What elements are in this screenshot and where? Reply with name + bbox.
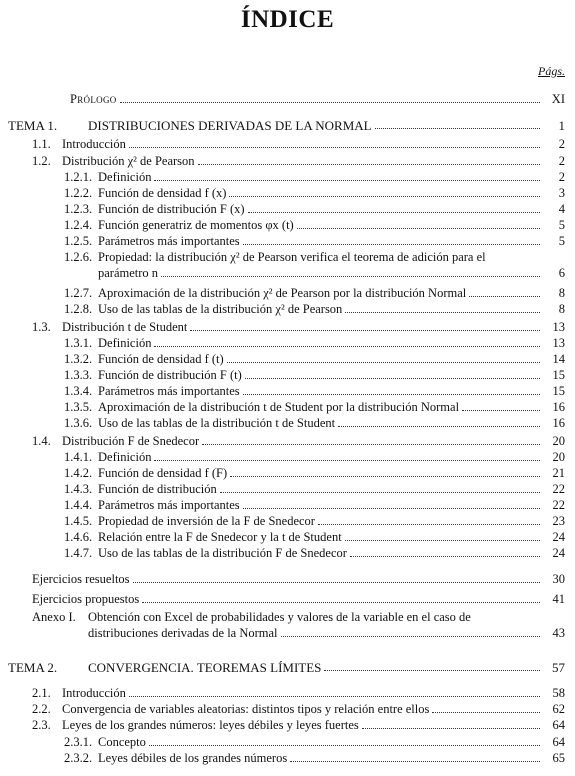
toc-entry-page: 64 bbox=[552, 718, 565, 732]
toc-entry[interactable] bbox=[64, 186, 565, 201]
toc-entry[interactable] bbox=[32, 718, 565, 733]
dot-leader bbox=[318, 524, 540, 525]
toc-entry-number: TEMA 1. bbox=[8, 118, 58, 133]
toc-entry-title: distribuciones derivadas de la Normal bbox=[88, 626, 278, 640]
toc-entry-title: Función de densidad f (x) bbox=[98, 186, 227, 200]
toc-entry-page: 57 bbox=[552, 660, 565, 675]
toc-entry-page: 65 bbox=[552, 751, 565, 765]
dot-leader bbox=[129, 147, 540, 148]
dot-leader bbox=[290, 761, 540, 762]
toc-entry-title: Distribución χ² de Pearson bbox=[62, 154, 195, 168]
toc-entry[interactable] bbox=[64, 416, 565, 431]
toc-entry[interactable] bbox=[64, 170, 565, 185]
toc-entry[interactable] bbox=[32, 702, 565, 717]
dot-leader bbox=[190, 330, 540, 331]
dot-leader bbox=[338, 426, 540, 427]
toc-entry-page: 62 bbox=[552, 702, 565, 716]
toc-entry-page: 22 bbox=[552, 498, 565, 512]
toc-entry-number: 1.2.3. bbox=[64, 202, 93, 216]
toc-entry-page: 58 bbox=[552, 686, 565, 700]
dot-leader bbox=[432, 712, 540, 713]
toc-entry-title: Aproximación de la distribución χ² de Pearson por la distribución Normal bbox=[98, 286, 467, 300]
toc-entry[interactable] bbox=[64, 286, 565, 301]
toc-entry-page: 43 bbox=[552, 626, 565, 640]
dot-leader bbox=[243, 244, 540, 245]
toc-entry-page: 20 bbox=[552, 434, 565, 448]
dot-leader bbox=[345, 312, 540, 313]
toc-entry[interactable] bbox=[64, 450, 565, 465]
toc-entry-page: 22 bbox=[552, 482, 565, 496]
toc-entry-number: TEMA 2. bbox=[8, 660, 58, 675]
dot-leader bbox=[243, 394, 540, 395]
toc-entry[interactable] bbox=[64, 514, 565, 529]
toc-entry[interactable] bbox=[32, 154, 565, 169]
toc-entry-page: 1 bbox=[558, 118, 565, 133]
toc-entry-number: 1.2. bbox=[32, 154, 51, 168]
dot-leader bbox=[324, 670, 540, 671]
toc-entry-number: 1.2.6. bbox=[64, 250, 93, 264]
toc-entry-title: Parámetros más importantes bbox=[98, 498, 240, 512]
toc-entry[interactable] bbox=[64, 336, 565, 351]
toc-entry-page: 15 bbox=[552, 368, 565, 382]
toc-entry-number: 1.4.5. bbox=[64, 514, 93, 528]
toc-entry[interactable] bbox=[32, 686, 565, 701]
dot-leader bbox=[362, 728, 540, 729]
toc-entry-number: 2.3. bbox=[32, 718, 51, 732]
dot-leader bbox=[375, 128, 540, 129]
toc-entry-number: 1.2.7. bbox=[64, 286, 93, 300]
toc-entry[interactable] bbox=[32, 610, 565, 625]
toc-entry-page: 8 bbox=[558, 286, 565, 300]
dot-leader bbox=[248, 212, 540, 213]
dot-leader bbox=[220, 492, 540, 493]
dot-leader bbox=[469, 296, 540, 297]
toc-entry[interactable] bbox=[64, 400, 565, 415]
toc-entry-number: 2.3.1. bbox=[64, 735, 93, 749]
toc-entry-page: 2 bbox=[558, 137, 565, 151]
toc-entry[interactable] bbox=[64, 218, 565, 233]
toc-entry-page: 8 bbox=[558, 302, 565, 316]
toc-entry-number: 1.2.2. bbox=[64, 186, 93, 200]
toc-entry[interactable] bbox=[64, 384, 565, 399]
toc-entry[interactable] bbox=[32, 592, 565, 607]
toc-entry-page: 23 bbox=[552, 514, 565, 528]
toc-entry-title: Distribución F de Snedecor bbox=[62, 434, 200, 448]
toc-entry[interactable] bbox=[64, 352, 565, 367]
toc-entry-title: Parámetros más importantes bbox=[98, 234, 240, 248]
toc-entry-title: Definición bbox=[98, 170, 152, 184]
toc-entry-title: Uso de las tablas de la distribución t de Student bbox=[98, 416, 336, 430]
toc-entry-page: 14 bbox=[552, 352, 565, 366]
toc-entry[interactable] bbox=[88, 626, 565, 641]
dot-leader bbox=[198, 164, 540, 165]
dot-leader bbox=[142, 602, 540, 603]
toc-entry[interactable] bbox=[64, 234, 565, 249]
toc-entry-title: Función de distribución F (t) bbox=[98, 368, 242, 382]
dot-leader bbox=[230, 476, 540, 477]
toc-entry[interactable] bbox=[32, 572, 565, 587]
toc-entry-title: Ejercicios resueltos bbox=[32, 572, 130, 586]
toc-entry-title: Distribución t de Student bbox=[62, 320, 188, 334]
toc-entry-title: Función generatriz de momentos φx (t) bbox=[98, 218, 294, 232]
dot-leader bbox=[297, 228, 540, 229]
dot-leader bbox=[243, 508, 540, 509]
toc-entry-page: 16 bbox=[552, 416, 565, 430]
toc-entry[interactable] bbox=[64, 546, 565, 561]
toc-entry-title: Función de distribución bbox=[98, 482, 217, 496]
toc-entry[interactable] bbox=[98, 266, 565, 281]
toc-entry[interactable] bbox=[70, 92, 565, 107]
pages-column-header: Págs. bbox=[538, 64, 565, 78]
toc-entry-title: Ejercicios propuestos bbox=[32, 592, 140, 606]
dot-leader bbox=[154, 180, 540, 181]
toc-entry[interactable] bbox=[64, 302, 565, 317]
dot-leader bbox=[227, 362, 540, 363]
dot-leader bbox=[229, 196, 540, 197]
dot-leader bbox=[154, 346, 540, 347]
toc-entry[interactable] bbox=[8, 118, 565, 133]
toc-entry-number: 1.4.1. bbox=[64, 450, 93, 464]
toc-entry-title: Función de distribución F (x) bbox=[98, 202, 245, 216]
toc-entry-number: 1.3.5. bbox=[64, 400, 93, 414]
toc-entry-page: 41 bbox=[552, 592, 565, 606]
toc-entry-page: 13 bbox=[552, 320, 565, 334]
toc-entry-page: 3 bbox=[558, 186, 565, 200]
toc-entry-title: Prólogo bbox=[70, 92, 117, 106]
dot-leader bbox=[133, 582, 540, 583]
dot-leader bbox=[281, 636, 540, 637]
dot-leader bbox=[462, 410, 540, 411]
toc-entry-number: 1.3.1. bbox=[64, 336, 93, 350]
toc-entry-title: Función de densidad f (F) bbox=[98, 466, 228, 480]
toc-entry-number: 1.4.7. bbox=[64, 546, 93, 560]
toc-entry-title: Introducción bbox=[62, 686, 126, 700]
toc-entry[interactable] bbox=[32, 320, 565, 335]
toc-entry-page: 13 bbox=[552, 336, 565, 350]
toc-entry[interactable] bbox=[8, 660, 565, 675]
toc-entry-title: Leyes débiles de los grandes números bbox=[98, 751, 288, 765]
dot-leader bbox=[120, 102, 540, 103]
toc-entry-number: 1.4.6. bbox=[64, 530, 93, 544]
toc-entry-title: Parámetros más importantes bbox=[98, 384, 240, 398]
toc-entry-page: 24 bbox=[552, 530, 565, 544]
toc-entry-title: DISTRIBUCIONES DERIVADAS DE LA NORMAL bbox=[88, 118, 372, 133]
dot-leader bbox=[245, 378, 540, 379]
toc-entry-title: Uso de las tablas de la distribución F de Snedecor bbox=[98, 546, 347, 560]
toc-entry-title: Propiedad: la distribución χ² de Pearson verifica el teorema de adición para el bbox=[98, 250, 486, 264]
toc-entry[interactable] bbox=[64, 498, 565, 513]
toc-entry-number: 1.2.5. bbox=[64, 234, 93, 248]
toc-entry-title: Definición bbox=[98, 450, 152, 464]
toc-entry-number: 1.4.2. bbox=[64, 466, 93, 480]
toc-entry-page: 20 bbox=[552, 450, 565, 464]
toc-entry-number: 1.4.4. bbox=[64, 498, 93, 512]
toc-entry-title: Propiedad de inversión de la F de Snedecor bbox=[98, 514, 315, 528]
toc-entry-page: 21 bbox=[552, 466, 565, 480]
toc-entry-number: 1.3.4. bbox=[64, 384, 93, 398]
toc-entry-page: 64 bbox=[552, 735, 565, 749]
toc-entry-title: Convergencia de variables aleatorias: distintos tipos y relación entre ellos bbox=[62, 702, 430, 716]
toc-entry-page: 30 bbox=[552, 572, 565, 586]
toc-entry-title: Uso de las tablas de la distribución χ² de Pearson bbox=[98, 302, 343, 316]
dot-leader bbox=[149, 745, 540, 746]
toc-entry-page: 5 bbox=[558, 234, 565, 248]
toc-entry[interactable] bbox=[64, 250, 565, 265]
toc-entry-number: 1.2.4. bbox=[64, 218, 93, 232]
toc-entry-number: 1.2.8. bbox=[64, 302, 93, 316]
page-title: ÍNDICE bbox=[240, 6, 335, 33]
toc-entry-page: 15 bbox=[552, 384, 565, 398]
toc-entry-number: Anexo I. bbox=[32, 610, 76, 624]
toc-entry-page: 4 bbox=[558, 202, 565, 216]
toc-entry[interactable] bbox=[32, 137, 565, 152]
toc-entry[interactable] bbox=[64, 735, 565, 750]
toc-entry-number: 1.3.3. bbox=[64, 368, 93, 382]
toc-entry[interactable] bbox=[64, 466, 565, 481]
toc-entry-number: 2.1. bbox=[32, 686, 51, 700]
toc-entry-title: CONVERGENCIA. TEOREMAS LÍMITES bbox=[88, 660, 322, 675]
toc-entry-title: Relación entre la F de Snedecor y la t de Student bbox=[98, 530, 342, 544]
toc-entry-number: 1.2.1. bbox=[64, 170, 93, 184]
toc-entry-title: Leyes de los grandes números: leyes débiles y leyes fuertes bbox=[62, 718, 359, 732]
toc-entry[interactable] bbox=[64, 202, 565, 217]
toc-entry-page: 5 bbox=[558, 218, 565, 232]
toc-entry-page: 6 bbox=[558, 266, 565, 280]
toc-entry-number: 1.3.2. bbox=[64, 352, 93, 366]
toc-entry[interactable] bbox=[64, 530, 565, 545]
toc-entry-number: 1.4. bbox=[32, 434, 51, 448]
toc-entry-number: 1.1. bbox=[32, 137, 51, 151]
toc-entry-page: 16 bbox=[552, 400, 565, 414]
dot-leader bbox=[129, 696, 540, 697]
toc-entry-page: XI bbox=[551, 92, 565, 106]
toc-entry-title: Definición bbox=[98, 336, 152, 350]
toc-entry[interactable] bbox=[64, 751, 565, 766]
toc-entry-number: 2.2. bbox=[32, 702, 51, 716]
dot-leader bbox=[350, 556, 540, 557]
dot-leader bbox=[161, 276, 540, 277]
dot-leader bbox=[154, 460, 540, 461]
toc-entry-number: 1.3. bbox=[32, 320, 51, 334]
toc-entry-title: Obtención con Excel de probabilidades y valores de la variable en el caso de bbox=[88, 610, 471, 624]
toc-entry-title: parámetro n bbox=[98, 266, 159, 280]
toc-entry-number: 1.4.3. bbox=[64, 482, 93, 496]
toc-entry-title: Aproximación de la distribución t de Student por la distribución Normal bbox=[98, 400, 460, 414]
toc-entry-title: Función de densidad f (t) bbox=[98, 352, 224, 366]
toc-entry-page: 24 bbox=[552, 546, 565, 560]
toc-entry[interactable] bbox=[32, 434, 565, 449]
toc-entry-number: 2.3.2. bbox=[64, 751, 93, 765]
toc-entry[interactable] bbox=[64, 482, 565, 497]
toc-entry-number: 1.3.6. bbox=[64, 416, 93, 430]
toc-entry-title: Concepto bbox=[98, 735, 146, 749]
toc-entry-page: 2 bbox=[558, 154, 565, 168]
toc-entry[interactable] bbox=[64, 368, 565, 383]
toc-entry-page: 2 bbox=[558, 170, 565, 184]
dot-leader bbox=[202, 444, 540, 445]
toc-entry-title: Introducción bbox=[62, 137, 126, 151]
dot-leader bbox=[345, 540, 540, 541]
